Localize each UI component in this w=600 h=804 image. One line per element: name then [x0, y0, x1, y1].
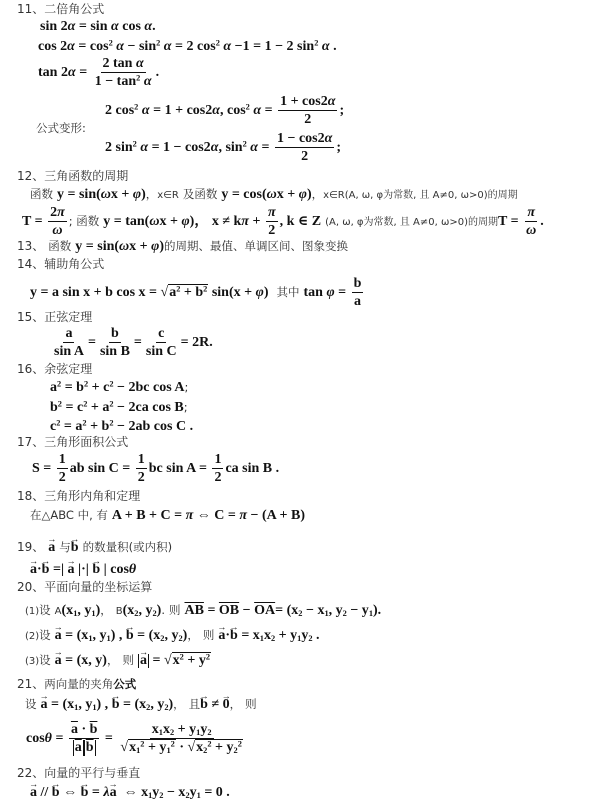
section-21-heading: 21、两向量的夹角公式: [17, 677, 137, 691]
vector-coord-item-1: (1)设 $A(x_1$, $y_1$)， $B(x_2$, $y_2$). 则 $\overline{AB} = \overline{OB} - \overline{OA}= (x_2 - x_1$, $y_2 - y_1$).: [25, 603, 382, 619]
period-line-1: 函数 y = sin(ωx + φ)，x∈R 及函数 y = cos(ωx + φ)，x∈R(A, ω, φ为常数, 且 A≠0, ω>0)的周期: [30, 187, 518, 202]
section-16-heading: 16、余弦定理: [17, 362, 93, 376]
section-12-heading: [17, 170, 128, 182]
formula-sin-double: sin 2α = sin α cos α.: [40, 19, 156, 34]
formula-parallel: → a // → b ⇔ → b = λ→ a ⇔ $x_1y_2 - x_2y_1 = 0$ .: [30, 786, 230, 800]
formula-cos-law-b: $b^2 = c^2 + a^2 - 2ca$ cos B;: [50, 399, 188, 415]
period-line-2: T = $\frac{2\pi}{\omega}$ ; 函数 y = tan(ωx + φ)， x ≠ kπ + $\frac{\pi}{2}$ , k ∈ Z (A, ω, φ为常数, 且 A≠0, ω>0)的周期T = $\frac{\pi}{\omega}$ .: [22, 205, 544, 239]
formula-dot-product: → a·→ b =| → a |·| → b | cosθ: [30, 563, 136, 577]
formula-cos-law-c: $c^2 = a^2 + b^2 - 2ab$ cos C .: [50, 418, 194, 434]
formula-cos-double: $\cos 2\alpha = \cos^2 \alpha - \sin^2 \alpha = 2$ $\cos^2 \alpha -1 = 1 - 2$ $\sin^2 \alpha$ .: [38, 38, 337, 54]
section-17-heading: 17、三角形面积公式: [17, 435, 129, 449]
formula-triangle-area: S = $\frac{1}{2}$ ab sin C = $\frac{1}{2}$ bc sin A = $\frac{1}{2}$ ca sin B .: [32, 452, 280, 486]
vector-coord-item-2: (2)设 → $a = (x_1$, $y_1$) , → $b = (x_2$, $y_2$)， 则 → $a\cdot\to b = x_1x_2 + y_1y_2$ .: [25, 627, 320, 643]
formula-cos-law-a: $a^2 = b^2 + c^2 - 2bc$ cos A;: [50, 379, 189, 395]
section-20-heading: 20、平面向量的坐标运算: [17, 580, 153, 594]
formula-sin-transform: 2 $\sin^2 \alpha = 1 - \cos 2\alpha$, $\sin^2 \alpha$ = $\frac{1 - \cos 2\alpha}{2}$ ;: [105, 131, 342, 165]
formula-auxiliary-angle: y = a sin x + b $\cos x = √a^2 + b^2$ sin(x + φ) 其中 tan φ = $\frac{b}{a}$: [30, 276, 362, 310]
transform-label: 公式变形:: [36, 121, 86, 135]
section-11-heading: [17, 3, 104, 15]
formula-tan-double: tan 2α = $\frac{\text{2 tan α}}{1 - \tan^2 \alpha}$ .: [38, 56, 160, 90]
section-18-heading: 18、三角形内角和定理: [17, 489, 141, 503]
formula-cos-transform: 2 $\cos^2 \alpha = 1 + \cos 2\alpha$, $\cos^2 \alpha$ = $\frac{1 + \cos 2\alpha}{2}$ ;: [105, 94, 345, 128]
section-15-heading: 15、正弦定理: [17, 310, 93, 324]
section-22-heading: 22、向量的平行与垂直: [17, 766, 141, 780]
angle-condition: 设 → $a = (x_1$, $y_1$) , → $b = (x_2$, $y_2$)， 且→ b ≠ → 0， 则: [25, 696, 257, 712]
section-14-heading: 14、辅助角公式: [17, 257, 105, 271]
formula-angle-sum: 在△ABC 中, 有 A + B + C = π ⇔ C = π − (A + B): [30, 508, 305, 523]
section-number: 12、: [17, 169, 45, 183]
section-number: 11、: [17, 2, 45, 16]
vector-coord-item-3: (3)设 → a = (x, y)， 则 → $a = √x^2 + y^2$: [25, 652, 211, 668]
section-13-heading: 13、 函数 y = sin(ωx + φ)的周期、最值、单调区间、图象变换: [17, 239, 349, 254]
formula-vector-angle: cosθ = $\frac{\overline{a} \cdot \overline{b}}{\overline{a} \overline{b}}$ = $\frac{x_1x_2 + y_1y_2}{√x_1^2 + y_1^2 \cdot √x_2^2 + y_2^2}$: [26, 722, 242, 756]
section-19-heading: 19、 → a 与→ b 的数量积(或内积): [17, 539, 172, 555]
formula-law-of-sines: $\frac{a}{\text{sin A}}$ = $\frac{b}{\text{sin B}}$ = $\frac{c}{\text{sin C}}$ = 2R.: [54, 326, 213, 360]
section-title: 三角函数的周期: [44, 169, 129, 183]
section-title: 二倍角公式: [44, 2, 105, 16]
